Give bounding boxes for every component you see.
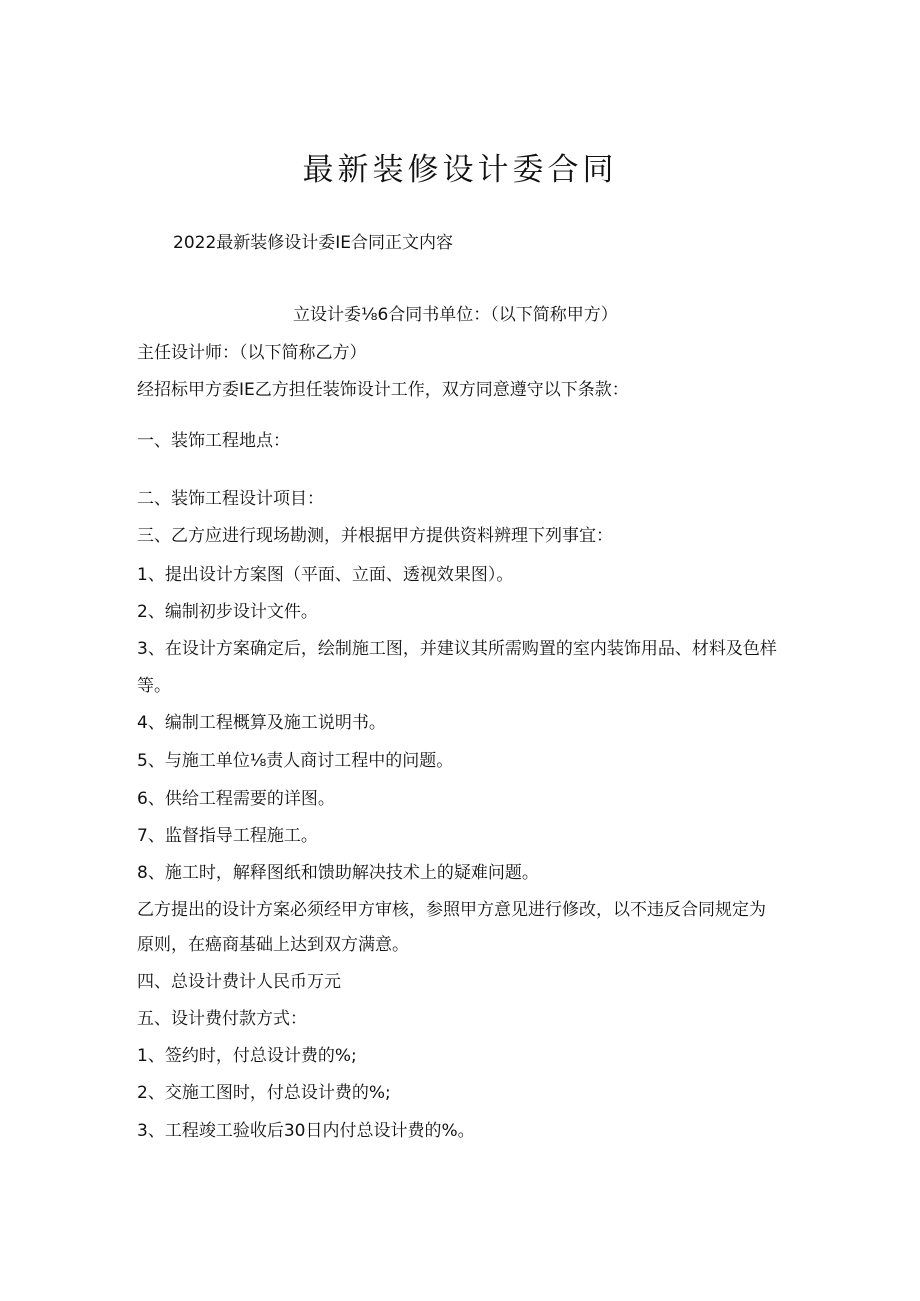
designer-line: 主任设计师：（以下简称乙方） [137,343,367,363]
list-item: 2、交施工图时，付总设计费的%; [137,1083,391,1103]
clause-2-heading: 二、装饰工程设计项目： [137,489,324,509]
list-item: 7、监督指导工程施工。 [137,826,318,846]
review-paragraph-line: 乙方提出的设计方案必须经甲方审核，参照甲方意见进行修改，以不违反合同规定为 [137,900,766,920]
list-item: 5、与施工单位⅛责人商讨工程中的问题。 [137,751,454,771]
clause-3-heading: 三、乙方应进行现场勘测，并根据甲方提供资料辨理下列事宜： [137,526,613,546]
list-item: 3、在设计方案确定后，绘制施工图，并建议其所需购置的室内装饰用品、材料及色样 [137,639,777,659]
review-paragraph-line: 原则，在癌商基础上达到双方满意。 [137,935,409,955]
contract-parties-line: 立设计委⅛6合同书单位：（以下简称甲方） [293,305,618,325]
document-subtitle: 2022最新装修设计委IE合同正文内容 [173,233,454,253]
list-item: 4、编制工程概算及施工说明书。 [137,713,386,733]
clause-4-heading: 四、总设计费计人民币万元 [137,972,341,992]
list-item: 6、供给工程需要的详图。 [137,789,335,809]
list-item-continuation: 等。 [137,676,171,696]
list-item: 2、编制初步设计文件。 [137,602,318,622]
document-title: 最新装修设计委合同 [302,152,618,188]
list-item: 1、提出设计方案图（平面、立面、透视效果图）。 [137,565,514,585]
clause-1-heading: 一、装饰工程地点： [137,431,290,451]
clause-5-heading: 五、设计费付款方式： [137,1009,307,1029]
intro-paragraph: 经招标甲方委IE乙方担任装饰设计工作，双方同意遵守以下条款： [137,380,629,400]
list-item: 1、签约时，付总设计费的%; [137,1046,357,1066]
list-item: 8、施工时，解释图纸和馈助解决技术上的疑难问题。 [137,863,539,883]
list-item: 3、工程竣工验收后30日内付总设计费的%。 [137,1121,475,1141]
